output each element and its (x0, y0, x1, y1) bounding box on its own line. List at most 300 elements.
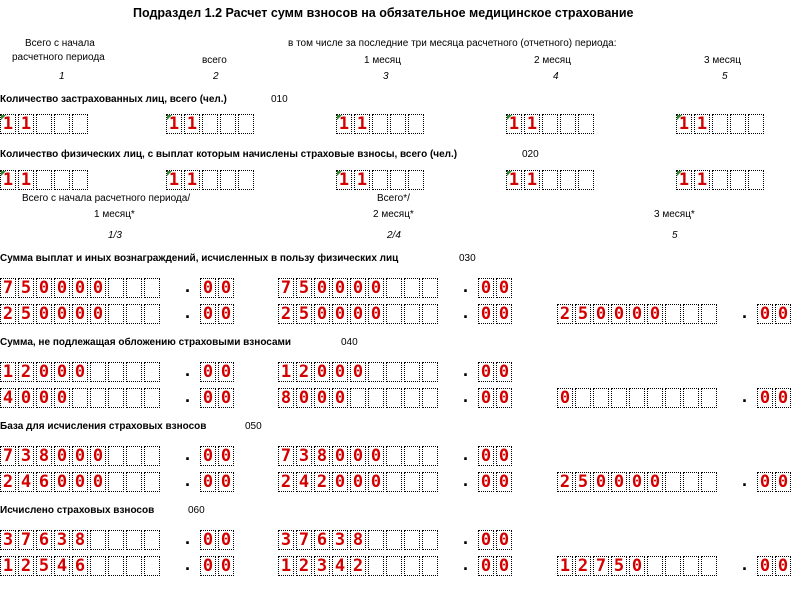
digit-cell[interactable]: 1 (0, 114, 16, 134)
digit-cell[interactable] (422, 446, 438, 466)
digit-cell[interactable]: 0 (757, 304, 773, 324)
digit-cell[interactable]: 7 (0, 446, 16, 466)
digit-cell[interactable]: 0 (314, 388, 330, 408)
digit-cell[interactable]: 1 (0, 170, 16, 190)
row-010-code: 010 (271, 94, 288, 105)
digit-cell[interactable]: 1 (524, 114, 540, 134)
digit-cell[interactable] (422, 278, 438, 298)
digit-cell[interactable] (575, 388, 591, 408)
digit-cell[interactable] (404, 388, 420, 408)
digit-cell[interactable] (126, 388, 142, 408)
digit-cell[interactable]: 1 (354, 114, 370, 134)
digit-cell[interactable]: 0 (200, 472, 216, 492)
digit-cell[interactable] (108, 304, 124, 324)
digit-cell[interactable]: 5 (296, 304, 312, 324)
digit-cell[interactable] (90, 362, 106, 382)
digit-cell[interactable]: 2 (278, 472, 294, 492)
digit-cell[interactable]: 2 (18, 556, 34, 576)
digit-cell[interactable] (220, 114, 236, 134)
digit-cell[interactable] (386, 304, 402, 324)
digit-cell[interactable] (748, 170, 764, 190)
digit-cell[interactable]: 7 (0, 278, 16, 298)
r020-count-2 (166, 170, 256, 190)
digit-cell[interactable]: 3 (314, 556, 330, 576)
digit-cell[interactable]: 0 (629, 472, 645, 492)
digit-cell[interactable]: 0 (314, 278, 330, 298)
digit-cell[interactable]: 6 (36, 530, 52, 550)
digit-cell[interactable]: 0 (775, 304, 791, 324)
digit-cell[interactable] (593, 388, 609, 408)
digit-cell[interactable]: 0 (54, 304, 70, 324)
digit-cell[interactable]: 2 (278, 304, 294, 324)
digit-cell[interactable]: 0 (478, 304, 494, 324)
digit-cell[interactable] (404, 362, 420, 382)
r060-l2-2-int (278, 556, 440, 576)
digit-cell[interactable]: 1 (166, 170, 182, 190)
digit-cell[interactable]: 0 (332, 388, 348, 408)
digit-cell[interactable] (404, 472, 420, 492)
digit-cell[interactable]: 0 (218, 278, 234, 298)
digit-cell[interactable]: 1 (676, 114, 692, 134)
digit-cell[interactable]: 0 (296, 388, 312, 408)
digit-cell[interactable] (404, 556, 420, 576)
digit-cell[interactable]: 0 (647, 472, 663, 492)
digit-cell[interactable]: 1 (18, 114, 34, 134)
digit-cell[interactable] (701, 472, 717, 492)
digit-cell[interactable] (386, 530, 402, 550)
row-050-code: 050 (245, 421, 262, 432)
r060-l2-1-int (0, 556, 162, 576)
digit-cell[interactable]: 1 (278, 362, 294, 382)
digit-cell[interactable]: 7 (18, 530, 34, 550)
digit-cell[interactable] (72, 170, 88, 190)
digit-cell[interactable] (422, 388, 438, 408)
digit-cell[interactable]: 0 (775, 388, 791, 408)
digit-cell[interactable]: 2 (314, 472, 330, 492)
digit-cell[interactable]: 0 (332, 472, 348, 492)
digit-cell[interactable]: 1 (18, 170, 34, 190)
digit-cell[interactable]: 0 (629, 304, 645, 324)
digit-cell[interactable]: 0 (775, 472, 791, 492)
digit-cell[interactable]: 4 (18, 472, 34, 492)
digit-cell[interactable]: 0 (496, 362, 512, 382)
digit-cell[interactable] (422, 556, 438, 576)
digit-cell[interactable]: 0 (478, 388, 494, 408)
digit-cell[interactable]: 0 (757, 556, 773, 576)
digit-cell[interactable]: 0 (478, 278, 494, 298)
digit-cell[interactable] (647, 388, 663, 408)
digit-cell[interactable]: 5 (575, 472, 591, 492)
digit-cell[interactable]: 1 (354, 170, 370, 190)
digit-cell[interactable]: 0 (496, 446, 512, 466)
digit-cell[interactable]: 0 (72, 304, 88, 324)
digit-cell[interactable] (390, 170, 406, 190)
digit-cell[interactable] (144, 556, 160, 576)
digit-cell[interactable]: 1 (524, 170, 540, 190)
digit-cell[interactable] (386, 556, 402, 576)
digit-cell[interactable]: 2 (296, 362, 312, 382)
digit-cell[interactable] (665, 556, 681, 576)
digit-cell[interactable]: 0 (200, 388, 216, 408)
digit-cell[interactable] (611, 388, 627, 408)
digit-cell[interactable]: 1 (278, 556, 294, 576)
digit-cell[interactable] (72, 388, 88, 408)
digit-cell[interactable]: 0 (478, 446, 494, 466)
digit-cell[interactable]: 1 (557, 556, 573, 576)
r060-l2-3-dec (757, 556, 793, 576)
digit-cell[interactable] (126, 556, 142, 576)
digit-cell[interactable]: 0 (218, 472, 234, 492)
digit-cell[interactable]: 6 (72, 556, 88, 576)
r040-l2-3-dec (757, 388, 793, 408)
digit-cell[interactable] (350, 388, 366, 408)
digit-cell[interactable]: 0 (54, 472, 70, 492)
digit-cell[interactable]: 0 (557, 388, 573, 408)
digit-cell[interactable]: 0 (54, 362, 70, 382)
digit-cell[interactable]: 0 (218, 304, 234, 324)
decimal-point: . (185, 302, 191, 322)
row-020-label: Количество физических лиц, с выплат которым начислены страховые взносы, всего (чел.) (0, 149, 458, 160)
digit-cell[interactable]: 0 (200, 304, 216, 324)
digit-cell[interactable]: 7 (593, 556, 609, 576)
header-col5: 3 месяц (704, 55, 741, 66)
digit-cell[interactable]: 1 (0, 362, 16, 382)
header-num-3: 3 (383, 71, 389, 82)
digit-cell[interactable]: 0 (200, 278, 216, 298)
digit-cell[interactable]: 0 (496, 556, 512, 576)
r060-l2-1-dec (200, 556, 236, 576)
digit-cell[interactable] (126, 278, 142, 298)
digit-cell[interactable]: 1 (336, 170, 352, 190)
digit-cell[interactable]: 0 (647, 304, 663, 324)
r050-l2-2-dec (478, 472, 514, 492)
digit-cell[interactable]: 8 (278, 388, 294, 408)
digit-cell[interactable]: 0 (200, 446, 216, 466)
digit-cell[interactable] (144, 304, 160, 324)
digit-cell[interactable] (368, 556, 384, 576)
digit-cell[interactable] (108, 530, 124, 550)
digit-cell[interactable] (108, 388, 124, 408)
digit-cell[interactable] (372, 170, 388, 190)
digit-cell[interactable]: 1 (506, 170, 522, 190)
digit-cell[interactable] (238, 170, 254, 190)
digit-cell[interactable]: 0 (72, 362, 88, 382)
r060-l2-3-int (557, 556, 719, 576)
digit-cell[interactable] (665, 304, 681, 324)
digit-cell[interactable]: 0 (314, 304, 330, 324)
digit-cell[interactable]: 0 (350, 278, 366, 298)
r060-l1-2-int (278, 530, 440, 550)
digit-cell[interactable] (701, 304, 717, 324)
decimal-point: . (463, 386, 469, 406)
digit-cell[interactable]: 0 (496, 304, 512, 324)
digit-cell[interactable]: 5 (296, 278, 312, 298)
digit-cell[interactable] (238, 114, 254, 134)
digit-cell[interactable] (126, 446, 142, 466)
digit-cell[interactable] (578, 114, 594, 134)
digit-cell[interactable]: 5 (18, 304, 34, 324)
digit-cell[interactable]: 0 (496, 388, 512, 408)
digit-cell[interactable]: 0 (314, 362, 330, 382)
r040-l1-2-dec (478, 362, 514, 382)
digit-cell[interactable]: 0 (593, 472, 609, 492)
digit-cell[interactable]: 0 (36, 388, 52, 408)
digit-cell[interactable] (54, 170, 70, 190)
digit-cell[interactable]: 0 (218, 446, 234, 466)
digit-cell[interactable] (126, 530, 142, 550)
digit-cell[interactable]: 6 (314, 530, 330, 550)
digit-cell[interactable] (108, 556, 124, 576)
digit-cell[interactable]: 0 (36, 304, 52, 324)
digit-cell[interactable]: 0 (36, 362, 52, 382)
digit-cell[interactable] (560, 170, 576, 190)
digit-cell[interactable]: 8 (350, 530, 366, 550)
digit-cell[interactable] (404, 304, 420, 324)
digit-cell[interactable]: 0 (72, 446, 88, 466)
digit-cell[interactable] (408, 114, 424, 134)
digit-cell[interactable] (368, 530, 384, 550)
digit-cell[interactable]: 0 (350, 472, 366, 492)
header2-num-1: 1/3 (108, 230, 122, 241)
digit-cell[interactable]: 1 (184, 114, 200, 134)
digit-cell[interactable]: 2 (18, 362, 34, 382)
digit-cell[interactable]: 2 (350, 556, 366, 576)
digit-cell[interactable]: 0 (611, 472, 627, 492)
digit-cell[interactable] (220, 170, 236, 190)
digit-cell[interactable] (90, 388, 106, 408)
digit-cell[interactable]: 0 (72, 472, 88, 492)
digit-cell[interactable]: 0 (350, 362, 366, 382)
digit-cell[interactable]: 2 (557, 472, 573, 492)
digit-cell[interactable]: 0 (368, 446, 384, 466)
digit-cell[interactable]: 7 (278, 446, 294, 466)
digit-cell[interactable]: 0 (218, 362, 234, 382)
digit-cell[interactable] (712, 170, 728, 190)
digit-cell[interactable] (108, 472, 124, 492)
digit-cell[interactable] (126, 304, 142, 324)
digit-cell[interactable]: 0 (218, 388, 234, 408)
digit-cell[interactable] (422, 472, 438, 492)
digit-cell[interactable] (386, 362, 402, 382)
digit-cell[interactable]: 0 (36, 278, 52, 298)
digit-cell[interactable] (54, 114, 70, 134)
digit-cell[interactable]: 5 (611, 556, 627, 576)
digit-cell[interactable]: 0 (54, 446, 70, 466)
digit-cell[interactable]: 0 (368, 304, 384, 324)
digit-cell[interactable] (144, 530, 160, 550)
header-num-4: 4 (553, 71, 559, 82)
digit-cell[interactable] (108, 362, 124, 382)
digit-cell[interactable]: 3 (18, 446, 34, 466)
digit-cell[interactable]: 0 (775, 556, 791, 576)
digit-cell[interactable]: 0 (332, 304, 348, 324)
digit-cell[interactable]: 0 (368, 278, 384, 298)
row-040-code: 040 (341, 337, 358, 348)
digit-cell[interactable]: 0 (90, 446, 106, 466)
digit-cell[interactable] (36, 170, 52, 190)
digit-cell[interactable]: 2 (557, 304, 573, 324)
digit-cell[interactable] (701, 388, 717, 408)
digit-cell[interactable] (683, 472, 699, 492)
digit-cell[interactable]: 7 (296, 530, 312, 550)
digit-cell[interactable] (665, 472, 681, 492)
digit-cell[interactable] (542, 114, 558, 134)
digit-cell[interactable] (144, 446, 160, 466)
digit-cell[interactable]: 3 (54, 530, 70, 550)
digit-cell[interactable] (144, 472, 160, 492)
digit-cell[interactable] (665, 388, 681, 408)
digit-cell[interactable]: 0 (90, 278, 106, 298)
digit-cell[interactable] (126, 472, 142, 492)
digit-cell[interactable]: 0 (72, 278, 88, 298)
digit-cell[interactable]: 0 (332, 362, 348, 382)
digit-cell[interactable]: 0 (54, 388, 70, 408)
digit-cell[interactable] (72, 114, 88, 134)
decimal-point: . (463, 554, 469, 574)
digit-cell[interactable] (542, 170, 558, 190)
digit-cell[interactable] (748, 114, 764, 134)
header2-col1-line1: Всего с начала расчетного периода/ (22, 193, 191, 204)
digit-cell[interactable] (629, 388, 645, 408)
digit-cell[interactable]: 2 (0, 472, 16, 492)
digit-cell[interactable]: 3 (278, 530, 294, 550)
digit-cell[interactable] (422, 530, 438, 550)
r050-l2-1-dec (200, 472, 236, 492)
digit-cell[interactable]: 4 (0, 388, 16, 408)
digit-cell[interactable] (386, 278, 402, 298)
digit-cell[interactable]: 0 (496, 530, 512, 550)
digit-cell[interactable]: 8 (72, 530, 88, 550)
digit-cell[interactable]: 1 (694, 170, 710, 190)
digit-cell[interactable]: 0 (496, 278, 512, 298)
digit-cell[interactable]: 4 (332, 556, 348, 576)
digit-cell[interactable] (386, 388, 402, 408)
digit-cell[interactable]: 0 (368, 472, 384, 492)
digit-cell[interactable]: 2 (0, 304, 16, 324)
digit-cell[interactable] (730, 114, 746, 134)
digit-cell[interactable]: 1 (336, 114, 352, 134)
digit-cell[interactable] (422, 304, 438, 324)
digit-cell[interactable]: 0 (478, 556, 494, 576)
r040-l2-1-dec (200, 388, 236, 408)
digit-cell[interactable]: 5 (36, 556, 52, 576)
digit-cell[interactable] (404, 530, 420, 550)
digit-cell[interactable] (404, 278, 420, 298)
digit-cell[interactable] (578, 170, 594, 190)
digit-cell[interactable] (712, 114, 728, 134)
digit-cell[interactable] (386, 446, 402, 466)
digit-cell[interactable]: 0 (757, 388, 773, 408)
digit-cell[interactable]: 4 (296, 472, 312, 492)
digit-cell[interactable]: 5 (575, 304, 591, 324)
digit-cell[interactable]: 8 (36, 446, 52, 466)
digit-cell[interactable]: 1 (506, 114, 522, 134)
digit-cell[interactable]: 0 (332, 278, 348, 298)
digit-cell[interactable] (408, 170, 424, 190)
digit-cell[interactable]: 0 (200, 362, 216, 382)
digit-cell[interactable] (202, 114, 218, 134)
digit-cell[interactable]: 0 (496, 472, 512, 492)
r050-l1-1-int (0, 446, 162, 466)
digit-cell[interactable] (683, 556, 699, 576)
header-col1-line1: Всего с начала (25, 38, 95, 49)
digit-cell[interactable]: 0 (350, 304, 366, 324)
digit-cell[interactable]: 0 (757, 472, 773, 492)
digit-cell[interactable] (560, 114, 576, 134)
digit-cell[interactable]: 0 (332, 446, 348, 466)
r060-l1-1-dec (200, 530, 236, 550)
digit-cell[interactable]: 0 (218, 530, 234, 550)
digit-cell[interactable] (701, 556, 717, 576)
digit-cell[interactable] (108, 278, 124, 298)
digit-cell[interactable]: 5 (18, 278, 34, 298)
digit-cell[interactable] (144, 362, 160, 382)
digit-cell[interactable] (683, 388, 699, 408)
digit-cell[interactable]: 0 (350, 446, 366, 466)
digit-cell[interactable]: 7 (278, 278, 294, 298)
digit-cell[interactable]: 8 (314, 446, 330, 466)
digit-cell[interactable] (404, 446, 420, 466)
digit-cell[interactable] (126, 362, 142, 382)
digit-cell[interactable]: 3 (296, 446, 312, 466)
digit-cell[interactable] (372, 114, 388, 134)
digit-cell[interactable]: 0 (90, 472, 106, 492)
digit-cell[interactable]: 1 (0, 556, 16, 576)
digit-cell[interactable] (36, 114, 52, 134)
digit-cell[interactable] (90, 556, 106, 576)
digit-cell[interactable] (108, 446, 124, 466)
digit-cell[interactable] (386, 472, 402, 492)
digit-cell[interactable]: 1 (166, 114, 182, 134)
digit-cell[interactable]: 0 (478, 362, 494, 382)
digit-cell[interactable] (90, 530, 106, 550)
digit-cell[interactable]: 0 (18, 388, 34, 408)
r060-l1-1-int (0, 530, 162, 550)
digit-cell[interactable]: 2 (575, 556, 591, 576)
digit-cell[interactable] (368, 362, 384, 382)
digit-cell[interactable]: 6 (36, 472, 52, 492)
r050-l1-1-dec (200, 446, 236, 466)
digit-cell[interactable]: 0 (478, 472, 494, 492)
digit-cell[interactable]: 0 (611, 304, 627, 324)
digit-cell[interactable]: 0 (629, 556, 645, 576)
digit-cell[interactable]: 0 (54, 278, 70, 298)
digit-cell[interactable] (422, 362, 438, 382)
r030-l2-2-int (278, 304, 440, 324)
digit-cell[interactable] (202, 170, 218, 190)
digit-cell[interactable] (390, 114, 406, 134)
digit-cell[interactable]: 1 (184, 170, 200, 190)
digit-cell[interactable] (368, 388, 384, 408)
digit-cell[interactable]: 0 (90, 304, 106, 324)
digit-cell[interactable]: 0 (478, 530, 494, 550)
digit-cell[interactable]: 3 (332, 530, 348, 550)
digit-cell[interactable] (144, 278, 160, 298)
digit-cell[interactable] (647, 556, 663, 576)
digit-cell[interactable]: 0 (200, 556, 216, 576)
digit-cell[interactable]: 2 (296, 556, 312, 576)
digit-cell[interactable]: 0 (593, 304, 609, 324)
digit-cell[interactable]: 4 (54, 556, 70, 576)
digit-cell[interactable]: 3 (0, 530, 16, 550)
digit-cell[interactable]: 0 (200, 530, 216, 550)
digit-cell[interactable]: 1 (676, 170, 692, 190)
digit-cell[interactable] (683, 304, 699, 324)
digit-cell[interactable] (730, 170, 746, 190)
digit-cell[interactable]: 1 (694, 114, 710, 134)
digit-cell[interactable] (144, 388, 160, 408)
digit-cell[interactable]: 0 (218, 556, 234, 576)
